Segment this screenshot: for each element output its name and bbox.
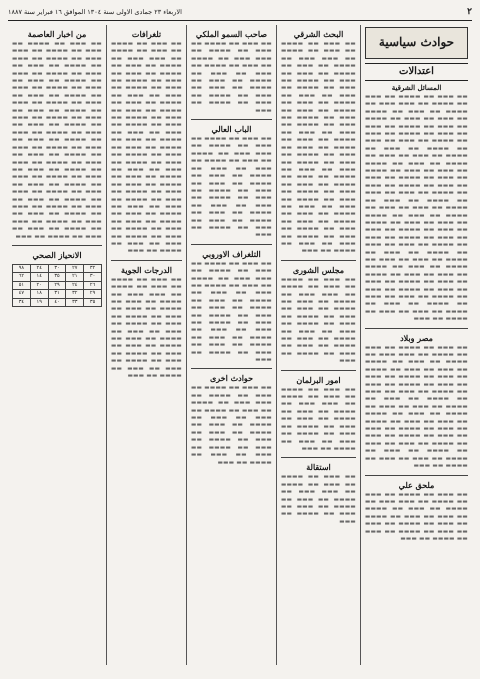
article-text: ▬▬ ▬▬▬ ▬▬ ▬▬▬▬ ▬▬ ▬▬▬ ▬▬ ▬▬▬▬ ▬▬ ▬▬▬ ▬▬▬ ▬▬ ▬▬▬▬ ▬▬ ▬▬▬ ▬▬ ▬▬▬▬ ▬▬ ▬▬▬ ▬▬ ▬▬▬ ▬▬ ▬▬▬▬ ▬▬ ▬▬▬ ▬▬ ▬▬▬▬ ▬▬ ▬▬▬ ▬▬ ▬▬▬ ▬▬ ▬▬▬▬ ▬▬ ▬▬▬ ▬▬ ▬▬▬▬ ▬▬ ▬▬▬ ▬▬ ▬▬▬ ▬▬ ▬▬▬▬ ▬▬ ▬▬▬	[191, 385, 272, 466]
column-5	[360, 25, 472, 665]
article-text: ▬▬ ▬▬▬ ▬▬ ▬▬▬▬ ▬▬ ▬▬▬ ▬▬ ▬▬▬▬ ▬▬ ▬▬▬ ▬▬▬ ▬▬ ▬▬▬▬ ▬▬ ▬▬▬ ▬▬ ▬▬▬▬ ▬▬ ▬▬▬ ▬▬ ▬▬▬ ▬▬ ▬▬▬▬ ▬▬ ▬▬▬ ▬▬ ▬▬▬▬ ▬▬ ▬▬▬ ▬▬ ▬▬▬ ▬▬ ▬▬▬▬ ▬▬ ▬▬▬ ▬▬ ▬▬▬▬ ▬▬ ▬▬▬ ▬▬ ▬▬▬ ▬▬ ▬▬▬▬ ▬▬ ▬▬▬ ▬▬ ▬▬▬▬ ▬▬ ▬▬▬ ▬▬ ▬▬▬ ▬▬ ▬▬▬▬ ▬▬ ▬▬▬	[111, 276, 182, 380]
article-text: ▬▬ ▬▬▬ ▬▬ ▬▬▬▬ ▬▬ ▬▬▬ ▬▬ ▬▬▬▬ ▬▬ ▬▬▬ ▬▬▬ ▬▬ ▬▬▬▬ ▬▬ ▬▬▬ ▬▬ ▬▬▬▬ ▬▬ ▬▬▬ ▬▬ ▬▬▬ ▬▬ ▬▬▬▬ ▬▬ ▬▬▬ ▬▬ ▬▬▬▬ ▬▬ ▬▬▬ ▬▬ ▬▬▬ ▬▬ ▬▬▬▬ ▬▬ ▬▬▬ ▬▬ ▬▬▬▬ ▬▬ ▬▬▬ ▬▬ ▬▬▬ ▬▬ ▬▬▬▬ ▬▬ ▬▬▬ ▬▬ ▬▬▬▬ ▬▬ ▬▬▬ ▬▬ ▬▬▬ ▬▬ ▬▬▬▬ ▬▬ ▬▬▬ ▬▬ ▬▬▬▬ ▬▬ ▬▬▬ ▬▬ ▬▬▬ ▬▬ ▬▬▬▬ ▬▬ ▬▬▬ ▬▬ ▬▬▬▬ ▬▬ ▬▬▬ ▬▬ ▬▬▬ ▬▬ ▬▬▬▬ ▬▬ ▬▬▬ ▬▬ ▬▬▬▬ ▬▬ ▬▬▬ ▬▬ ▬▬▬ ▬▬ ▬▬▬▬ ▬▬ ▬▬▬ ▬▬ ▬▬▬▬ ▬▬ ▬▬▬ ▬▬ ▬▬▬ ▬▬ ▬▬▬▬ ▬▬ ▬▬▬	[365, 344, 468, 470]
table-cell: ٣١	[48, 290, 66, 298]
article-text: ▬▬ ▬▬▬ ▬▬ ▬▬▬▬ ▬▬ ▬▬▬ ▬▬ ▬▬▬▬ ▬▬ ▬▬▬ ▬▬▬ ▬▬ ▬▬▬▬ ▬▬ ▬▬▬ ▬▬ ▬▬▬▬ ▬▬ ▬▬▬ ▬▬ ▬▬▬ ▬▬ ▬▬▬▬ ▬▬ ▬▬▬	[281, 474, 356, 525]
table-cell: ٣٥	[84, 298, 102, 306]
divider	[281, 370, 356, 371]
table-cell: ٣٣	[66, 298, 84, 306]
article-text: ▬▬ ▬▬▬ ▬▬ ▬▬▬▬ ▬▬ ▬▬▬ ▬▬ ▬▬▬▬ ▬▬ ▬▬▬ ▬▬▬ ▬▬ ▬▬▬▬ ▬▬ ▬▬▬ ▬▬ ▬▬▬▬ ▬▬ ▬▬▬ ▬▬ ▬▬▬ ▬▬ ▬▬▬▬ ▬▬ ▬▬▬ ▬▬ ▬▬▬▬ ▬▬ ▬▬▬ ▬▬ ▬▬▬ ▬▬ ▬▬▬▬ ▬▬ ▬▬▬ ▬▬ ▬▬▬▬ ▬▬ ▬▬▬	[191, 41, 272, 114]
table-row	[13, 273, 102, 281]
table-cell: ٦٢	[13, 273, 31, 281]
section-heading: الباب العالي	[211, 124, 252, 135]
divider	[111, 260, 182, 261]
statistics-table-wrap	[12, 264, 102, 307]
table-cell: ٣٠	[84, 273, 102, 281]
section-heading: الانحياز الصحي	[32, 249, 82, 260]
column-3	[186, 25, 276, 665]
table-row	[13, 298, 102, 306]
table-cell: ٢٩	[84, 290, 102, 298]
divider	[281, 457, 356, 458]
columns	[8, 25, 472, 665]
section-heading: ملحق علي	[398, 479, 435, 490]
divider	[191, 244, 272, 245]
section-logo: حوادث سياسية	[365, 27, 468, 59]
table-cell: ٣٠	[48, 264, 66, 272]
table-cell: ٢٧	[66, 264, 84, 272]
table-cell: ٢٠	[30, 281, 48, 289]
table-cell: ٥١	[13, 281, 31, 289]
table-cell: ٣٢	[66, 290, 84, 298]
divider	[12, 245, 102, 246]
column-1	[8, 25, 106, 665]
section-heading: مجلس الشورى	[292, 264, 345, 275]
article-text: ▬▬ ▬▬▬ ▬▬ ▬▬▬▬ ▬▬ ▬▬▬ ▬▬ ▬▬▬▬ ▬▬ ▬▬▬ ▬▬▬ ▬▬ ▬▬▬▬ ▬▬ ▬▬▬ ▬▬ ▬▬▬▬ ▬▬ ▬▬▬ ▬▬ ▬▬▬ ▬▬ ▬▬▬▬ ▬▬ ▬▬▬ ▬▬ ▬▬▬▬ ▬▬ ▬▬▬ ▬▬ ▬▬▬ ▬▬ ▬▬▬▬ ▬▬ ▬▬▬ ▬▬ ▬▬▬▬ ▬▬ ▬▬▬ ▬▬ ▬▬▬ ▬▬ ▬▬▬▬ ▬▬ ▬▬▬ ▬▬ ▬▬▬▬ ▬▬ ▬▬▬ ▬▬ ▬▬▬ ▬▬ ▬▬▬▬ ▬▬ ▬▬▬	[191, 136, 272, 239]
masthead	[8, 6, 472, 21]
section-heading: حوادث اخرى	[209, 373, 254, 384]
section-heading: مصر وبلاد	[400, 332, 433, 343]
table-cell: ٩٨	[13, 264, 31, 272]
statistics-table	[12, 264, 102, 307]
article-text: ▬▬ ▬▬▬ ▬▬ ▬▬▬▬ ▬▬ ▬▬▬ ▬▬ ▬▬▬▬ ▬▬ ▬▬▬ ▬▬▬ ▬▬ ▬▬▬▬ ▬▬ ▬▬▬ ▬▬ ▬▬▬▬ ▬▬ ▬▬▬ ▬▬ ▬▬▬ ▬▬ ▬▬▬▬ ▬▬ ▬▬▬ ▬▬ ▬▬▬▬ ▬▬ ▬▬▬ ▬▬ ▬▬▬ ▬▬ ▬▬▬▬ ▬▬ ▬▬▬ ▬▬ ▬▬▬▬ ▬▬ ▬▬▬ ▬▬ ▬▬▬ ▬▬ ▬▬▬▬ ▬▬ ▬▬▬ ▬▬ ▬▬▬▬ ▬▬ ▬▬▬ ▬▬ ▬▬▬ ▬▬ ▬▬▬▬ ▬▬ ▬▬▬ ▬▬ ▬▬▬▬ ▬▬ ▬▬▬ ▬▬ ▬▬▬ ▬▬ ▬▬▬▬ ▬▬ ▬▬▬ ▬▬ ▬▬▬▬ ▬▬ ▬▬▬ ▬▬ ▬▬▬ ▬▬ ▬▬▬▬ ▬▬ ▬▬▬ ▬▬ ▬▬▬▬ ▬▬ ▬▬▬ ▬▬ ▬▬▬ ▬▬ ▬▬▬▬ ▬▬ ▬▬▬ ▬▬ ▬▬▬▬ ▬▬ ▬▬▬ ▬▬ ▬▬▬ ▬▬ ▬▬▬▬ ▬▬ ▬▬▬ ▬▬ ▬▬▬▬ ▬▬ ▬▬▬ ▬▬ ▬▬▬ ▬▬ ▬▬▬▬ ▬▬ ▬▬▬ ▬▬ ▬▬▬▬ ▬▬ ▬▬▬ ▬▬ ▬▬▬ ▬▬ ▬▬▬▬ ▬▬ ▬▬▬ ▬▬ ▬▬▬▬ ▬▬ ▬▬▬ ▬▬ ▬▬▬ ▬▬ ▬▬▬▬ ▬▬ ▬▬▬ ▬▬ ▬▬▬▬ ▬▬ ▬▬▬ ▬▬ ▬▬▬ ▬▬ ▬▬▬▬ ▬▬ ▬▬▬ ▬▬ ▬▬▬▬ ▬▬ ▬▬▬ ▬▬ ▬▬▬ ▬▬ ▬▬▬▬ ▬▬ ▬▬▬ ▬▬ ▬▬▬▬ ▬▬ ▬▬▬ ▬▬ ▬▬▬ ▬▬ ▬▬▬▬ ▬▬ ▬▬▬ ▬▬ ▬▬▬▬ ▬▬ ▬▬▬ ▬▬ ▬▬▬ ▬▬ ▬▬▬▬ ▬▬ ▬▬▬ ▬▬ ▬▬▬▬ ▬▬ ▬▬▬ ▬▬ ▬▬▬ ▬▬ ▬▬▬▬ ▬▬ ▬▬▬	[365, 94, 468, 323]
table-cell: ٤٠	[48, 298, 66, 306]
divider	[191, 368, 272, 369]
article-text: ▬▬ ▬▬▬ ▬▬ ▬▬▬▬ ▬▬ ▬▬▬ ▬▬ ▬▬▬▬ ▬▬ ▬▬▬ ▬▬▬ ▬▬ ▬▬▬▬ ▬▬ ▬▬▬ ▬▬ ▬▬▬▬ ▬▬ ▬▬▬ ▬▬ ▬▬▬ ▬▬ ▬▬▬▬ ▬▬ ▬▬▬ ▬▬ ▬▬▬▬ ▬▬ ▬▬▬ ▬▬ ▬▬▬ ▬▬ ▬▬▬▬ ▬▬ ▬▬▬	[281, 386, 356, 452]
divider	[365, 475, 468, 476]
section-heading: الدرجات الجوية	[121, 264, 172, 275]
column-heading: البحث الشرقي	[293, 29, 344, 39]
table-cell: ١٨	[30, 290, 48, 298]
column-2	[106, 25, 186, 665]
column-heading: من اخبار العاصمة	[27, 29, 87, 39]
divider	[281, 260, 356, 261]
divider	[365, 328, 468, 329]
column-heading: صاحب السمو الملكي	[195, 29, 268, 39]
table-row	[13, 281, 102, 289]
table-cell: ٢١	[66, 273, 84, 281]
section-heading: امور البرلمان	[296, 374, 341, 385]
article-text: ▬▬ ▬▬▬ ▬▬ ▬▬▬▬ ▬▬ ▬▬▬ ▬▬ ▬▬▬▬ ▬▬ ▬▬▬ ▬▬▬ ▬▬ ▬▬▬▬ ▬▬ ▬▬▬ ▬▬ ▬▬▬▬ ▬▬ ▬▬▬ ▬▬ ▬▬▬ ▬▬ ▬▬▬▬ ▬▬ ▬▬▬ ▬▬ ▬▬▬▬ ▬▬ ▬▬▬ ▬▬ ▬▬▬ ▬▬ ▬▬▬▬ ▬▬ ▬▬▬ ▬▬ ▬▬▬▬ ▬▬ ▬▬▬	[365, 491, 468, 542]
article-text: ▬▬ ▬▬▬ ▬▬ ▬▬▬▬ ▬▬ ▬▬▬ ▬▬ ▬▬▬▬ ▬▬ ▬▬▬ ▬▬▬ ▬▬ ▬▬▬▬ ▬▬ ▬▬▬ ▬▬ ▬▬▬▬ ▬▬ ▬▬▬ ▬▬ ▬▬▬ ▬▬ ▬▬▬▬ ▬▬ ▬▬▬ ▬▬ ▬▬▬▬ ▬▬ ▬▬▬ ▬▬ ▬▬▬ ▬▬ ▬▬▬▬ ▬▬ ▬▬▬ ▬▬ ▬▬▬▬ ▬▬ ▬▬▬ ▬▬ ▬▬▬ ▬▬ ▬▬▬▬ ▬▬ ▬▬▬ ▬▬ ▬▬▬▬ ▬▬ ▬▬▬ ▬▬ ▬▬▬ ▬▬ ▬▬▬▬ ▬▬ ▬▬▬	[191, 260, 272, 364]
table-cell: ١٩	[30, 298, 48, 306]
column-heading: تلغرافات	[131, 29, 162, 39]
dateline: الاربعاء ٢٣ جمادى الاولى سنة ١٣٠٤ الموافق ١٦ فبراير سنة ١٨٨٧	[8, 8, 182, 16]
divider	[191, 119, 272, 120]
column-4	[276, 25, 360, 665]
article-text: ▬▬ ▬▬▬ ▬▬ ▬▬▬▬ ▬▬ ▬▬▬ ▬▬ ▬▬▬▬ ▬▬ ▬▬▬ ▬▬▬ ▬▬ ▬▬▬▬ ▬▬ ▬▬▬ ▬▬ ▬▬▬▬ ▬▬ ▬▬▬ ▬▬ ▬▬▬ ▬▬ ▬▬▬▬ ▬▬ ▬▬▬ ▬▬ ▬▬▬▬ ▬▬ ▬▬▬ ▬▬ ▬▬▬ ▬▬ ▬▬▬▬ ▬▬ ▬▬▬ ▬▬ ▬▬▬▬ ▬▬ ▬▬▬ ▬▬ ▬▬▬ ▬▬ ▬▬▬▬ ▬▬ ▬▬▬ ▬▬ ▬▬▬▬ ▬▬ ▬▬▬ ▬▬ ▬▬▬ ▬▬ ▬▬▬▬ ▬▬ ▬▬▬ ▬▬ ▬▬▬▬ ▬▬ ▬▬▬ ▬▬ ▬▬▬ ▬▬ ▬▬▬▬ ▬▬ ▬▬▬ ▬▬ ▬▬▬▬ ▬▬ ▬▬▬ ▬▬ ▬▬▬ ▬▬ ▬▬▬▬ ▬▬ ▬▬▬ ▬▬ ▬▬▬▬ ▬▬ ▬▬▬ ▬▬ ▬▬▬ ▬▬ ▬▬▬▬ ▬▬ ▬▬▬ ▬▬ ▬▬▬▬ ▬▬ ▬▬▬ ▬▬ ▬▬▬ ▬▬ ▬▬▬▬ ▬▬ ▬▬▬ ▬▬ ▬▬▬▬ ▬▬ ▬▬▬ ▬▬ ▬▬▬ ▬▬ ▬▬▬▬ ▬▬ ▬▬▬ ▬▬ ▬▬▬▬ ▬▬ ▬▬▬ ▬▬ ▬▬▬ ▬▬ ▬▬▬▬ ▬▬ ▬▬▬	[281, 41, 356, 255]
table-row	[13, 290, 102, 298]
table-cell: ٢٩	[48, 281, 66, 289]
table-cell: ٣٤	[13, 298, 31, 306]
column-heading: اعتدالات	[365, 63, 468, 81]
table-row	[13, 264, 102, 272]
table-cell: ٢٤	[66, 281, 84, 289]
table-cell: ٤٧	[13, 290, 31, 298]
column-subheading: المسائل الشرقية	[391, 83, 442, 92]
article-text: ▬▬ ▬▬▬ ▬▬ ▬▬▬▬ ▬▬ ▬▬▬ ▬▬ ▬▬▬▬ ▬▬ ▬▬▬ ▬▬▬ ▬▬ ▬▬▬▬ ▬▬ ▬▬▬ ▬▬ ▬▬▬▬ ▬▬ ▬▬▬ ▬▬ ▬▬▬ ▬▬ ▬▬▬▬ ▬▬ ▬▬▬ ▬▬ ▬▬▬▬ ▬▬ ▬▬▬ ▬▬ ▬▬▬ ▬▬ ▬▬▬▬ ▬▬ ▬▬▬ ▬▬ ▬▬▬▬ ▬▬ ▬▬▬ ▬▬ ▬▬▬ ▬▬ ▬▬▬▬ ▬▬ ▬▬▬ ▬▬ ▬▬▬▬ ▬▬ ▬▬▬ ▬▬ ▬▬▬ ▬▬ ▬▬▬▬ ▬▬ ▬▬▬ ▬▬ ▬▬▬▬ ▬▬ ▬▬▬ ▬▬ ▬▬▬ ▬▬ ▬▬▬▬ ▬▬ ▬▬▬ ▬▬ ▬▬▬▬ ▬▬ ▬▬▬ ▬▬ ▬▬▬ ▬▬ ▬▬▬▬ ▬▬ ▬▬▬ ▬▬ ▬▬▬▬ ▬▬ ▬▬▬ ▬▬ ▬▬▬ ▬▬ ▬▬▬▬ ▬▬ ▬▬▬ ▬▬ ▬▬▬▬ ▬▬ ▬▬▬ ▬▬ ▬▬▬ ▬▬ ▬▬▬▬ ▬▬ ▬▬▬ ▬▬ ▬▬▬▬ ▬▬ ▬▬▬ ▬▬ ▬▬▬ ▬▬ ▬▬▬▬ ▬▬ ▬▬▬ ▬▬ ▬▬▬▬ ▬▬ ▬▬▬ ▬▬ ▬▬▬ ▬▬ ▬▬▬▬ ▬▬ ▬▬▬	[111, 41, 182, 255]
article-text: ▬▬ ▬▬▬ ▬▬ ▬▬▬▬ ▬▬ ▬▬▬ ▬▬ ▬▬▬▬ ▬▬ ▬▬▬ ▬▬▬ ▬▬ ▬▬▬▬ ▬▬ ▬▬▬ ▬▬ ▬▬▬▬ ▬▬ ▬▬▬ ▬▬ ▬▬▬ ▬▬ ▬▬▬▬ ▬▬ ▬▬▬ ▬▬ ▬▬▬▬ ▬▬ ▬▬▬ ▬▬ ▬▬▬ ▬▬ ▬▬▬▬ ▬▬ ▬▬▬ ▬▬ ▬▬▬▬ ▬▬ ▬▬▬ ▬▬ ▬▬▬ ▬▬ ▬▬▬▬ ▬▬ ▬▬▬	[281, 276, 356, 365]
table-cell: ١٤	[30, 273, 48, 281]
section-heading: استقالة	[306, 462, 331, 473]
page-number: ٢	[467, 7, 472, 17]
table-cell: ٣٥	[48, 273, 66, 281]
article-text: ▬▬ ▬▬▬ ▬▬ ▬▬▬▬ ▬▬ ▬▬▬ ▬▬ ▬▬▬▬ ▬▬ ▬▬▬ ▬▬▬ ▬▬ ▬▬▬▬ ▬▬ ▬▬▬ ▬▬ ▬▬▬▬ ▬▬ ▬▬▬ ▬▬ ▬▬▬ ▬▬ ▬▬▬▬ ▬▬ ▬▬▬ ▬▬ ▬▬▬▬ ▬▬ ▬▬▬ ▬▬ ▬▬▬ ▬▬ ▬▬▬▬ ▬▬ ▬▬▬ ▬▬ ▬▬▬▬ ▬▬ ▬▬▬ ▬▬ ▬▬▬ ▬▬ ▬▬▬▬ ▬▬ ▬▬▬ ▬▬ ▬▬▬▬ ▬▬ ▬▬▬ ▬▬ ▬▬▬ ▬▬ ▬▬▬▬ ▬▬ ▬▬▬ ▬▬ ▬▬▬▬ ▬▬ ▬▬▬ ▬▬ ▬▬▬ ▬▬ ▬▬▬▬ ▬▬ ▬▬▬ ▬▬ ▬▬▬▬ ▬▬ ▬▬▬ ▬▬ ▬▬▬ ▬▬ ▬▬▬▬ ▬▬ ▬▬▬ ▬▬ ▬▬▬▬ ▬▬ ▬▬▬ ▬▬ ▬▬▬ ▬▬ ▬▬▬▬ ▬▬ ▬▬▬ ▬▬ ▬▬▬▬ ▬▬ ▬▬▬ ▬▬ ▬▬▬ ▬▬ ▬▬▬▬ ▬▬ ▬▬▬ ▬▬ ▬▬▬▬ ▬▬ ▬▬▬ ▬▬ ▬▬▬ ▬▬ ▬▬▬▬ ▬▬ ▬▬▬ ▬▬ ▬▬▬▬ ▬▬ ▬▬▬ ▬▬ ▬▬▬ ▬▬ ▬▬▬▬ ▬▬ ▬▬▬ ▬▬ ▬▬▬▬ ▬▬ ▬▬▬ ▬▬ ▬▬▬ ▬▬ ▬▬▬▬ ▬▬ ▬▬▬ ▬▬ ▬▬▬▬ ▬▬ ▬▬▬ ▬▬ ▬▬▬ ▬▬ ▬▬▬▬ ▬▬ ▬▬▬	[12, 41, 102, 240]
table-cell: ٢٤	[30, 264, 48, 272]
table-cell: ٢٦	[84, 281, 102, 289]
table-cell: ٣٢	[84, 264, 102, 272]
section-heading: التلغراف الاوروبي	[202, 248, 261, 259]
